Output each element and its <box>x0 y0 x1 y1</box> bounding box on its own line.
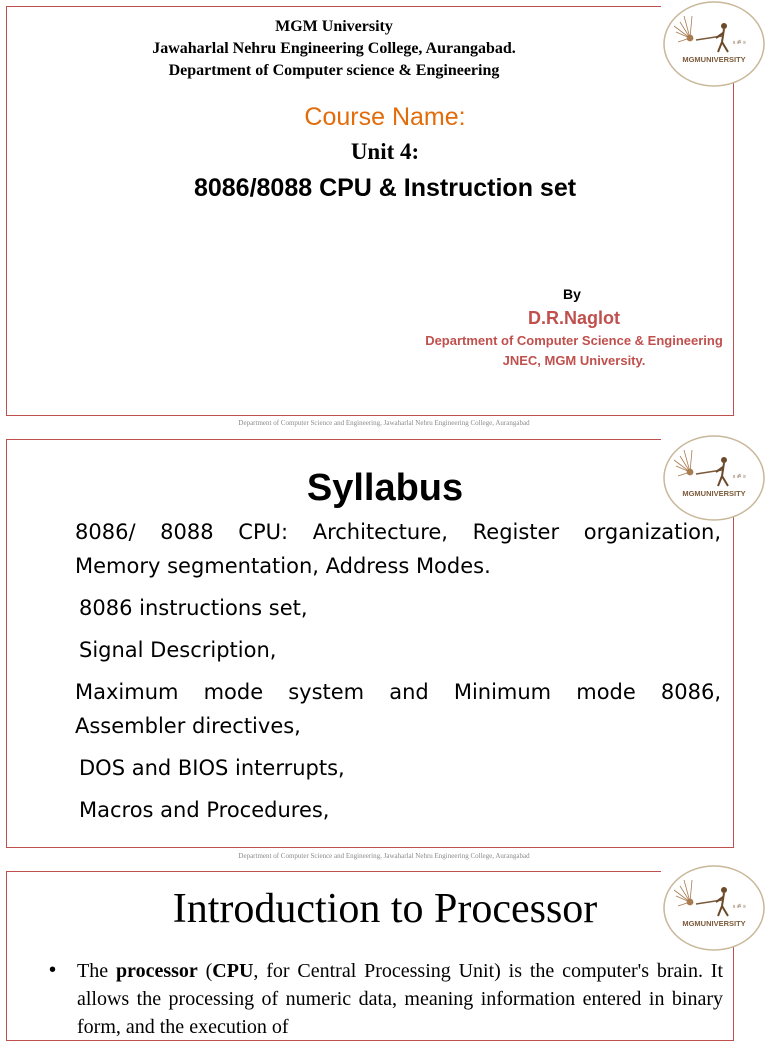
mgm-university-logo-icon <box>662 434 766 524</box>
slide-top-border <box>7 871 661 872</box>
cpu-term: CPU <box>212 960 254 982</box>
syllabus-item: DOS and BIOS interrupts, <box>79 756 345 780</box>
svg-text:॥ ॐ ॥: ॥ ॐ ॥ <box>732 40 746 46</box>
department-name: Department of Computer science & Engineering <box>168 62 500 79</box>
slide-top-border <box>7 439 661 440</box>
university-name: MGM University <box>275 18 393 35</box>
unit-number: Unit 4: <box>350 139 420 164</box>
title-slide <box>6 6 734 416</box>
mgm-university-logo-icon <box>662 864 766 954</box>
author-institution: JNEC, MGM University. <box>502 353 646 368</box>
syllabus-item: Maximum mode system and Minimum mode 8086, Assembler directives, <box>75 680 721 738</box>
logo-text: MGMUNIVERSITY <box>682 55 746 64</box>
logo-text: MGMUNIVERSITY <box>682 489 746 498</box>
intro-slide <box>6 871 734 1041</box>
text-intro: The <box>77 960 116 982</box>
slide-top-border <box>7 6 661 7</box>
syllabus-slide <box>6 439 734 848</box>
slide-footer: Department of Computer Science and Engineering, Jawaharlal Nehru Engineering College, Aurangabad <box>238 419 530 427</box>
svg-text:॥ ॐ ॥: ॥ ॐ ॥ <box>732 904 746 910</box>
by-label: By <box>563 286 581 302</box>
author-name: D.R.Naglot <box>528 308 620 328</box>
bullet-point: • <box>49 959 57 981</box>
institution-header <box>7 16 661 82</box>
mgm-university-logo-icon <box>662 0 766 90</box>
slide-title: Syllabus <box>306 467 464 509</box>
author-department: Department of Computer Science & Engineering <box>425 333 723 348</box>
intro-paragraph <box>77 957 723 1041</box>
course-name-label: Course Name: <box>304 103 466 131</box>
syllabus-item: 8086 instructions set, <box>79 596 308 620</box>
syllabus-item: Signal Description, <box>79 638 277 662</box>
processor-term: processor <box>115 960 198 982</box>
text-rest: , for Central Processing Unit) is the computer's brain. It allows the processing of numeric data, meaning information entered in binary form, and the execution of <box>77 960 723 1038</box>
svg-text:॥ ॐ ॥: ॥ ॐ ॥ <box>732 474 746 480</box>
slide-title: Introduction to Processor <box>172 886 598 932</box>
syllabus-item: Macros and Procedures, <box>79 798 330 822</box>
college-name: Jawaharlal Nehru Engineering College, Aurangabad. <box>152 40 516 57</box>
text-paren: ( <box>197 960 213 982</box>
syllabus-item: 8086/ 8088 CPU: Architecture, Register organization, Memory segmentation, Address Modes. <box>75 520 721 578</box>
logo-text: MGMUNIVERSITY <box>682 919 746 928</box>
slide-footer: Department of Computer Science and Engineering, Jawaharlal Nehru Engineering College, Aurangabad <box>238 852 530 860</box>
unit-title: 8086/8088 CPU & Instruction set <box>193 174 577 202</box>
